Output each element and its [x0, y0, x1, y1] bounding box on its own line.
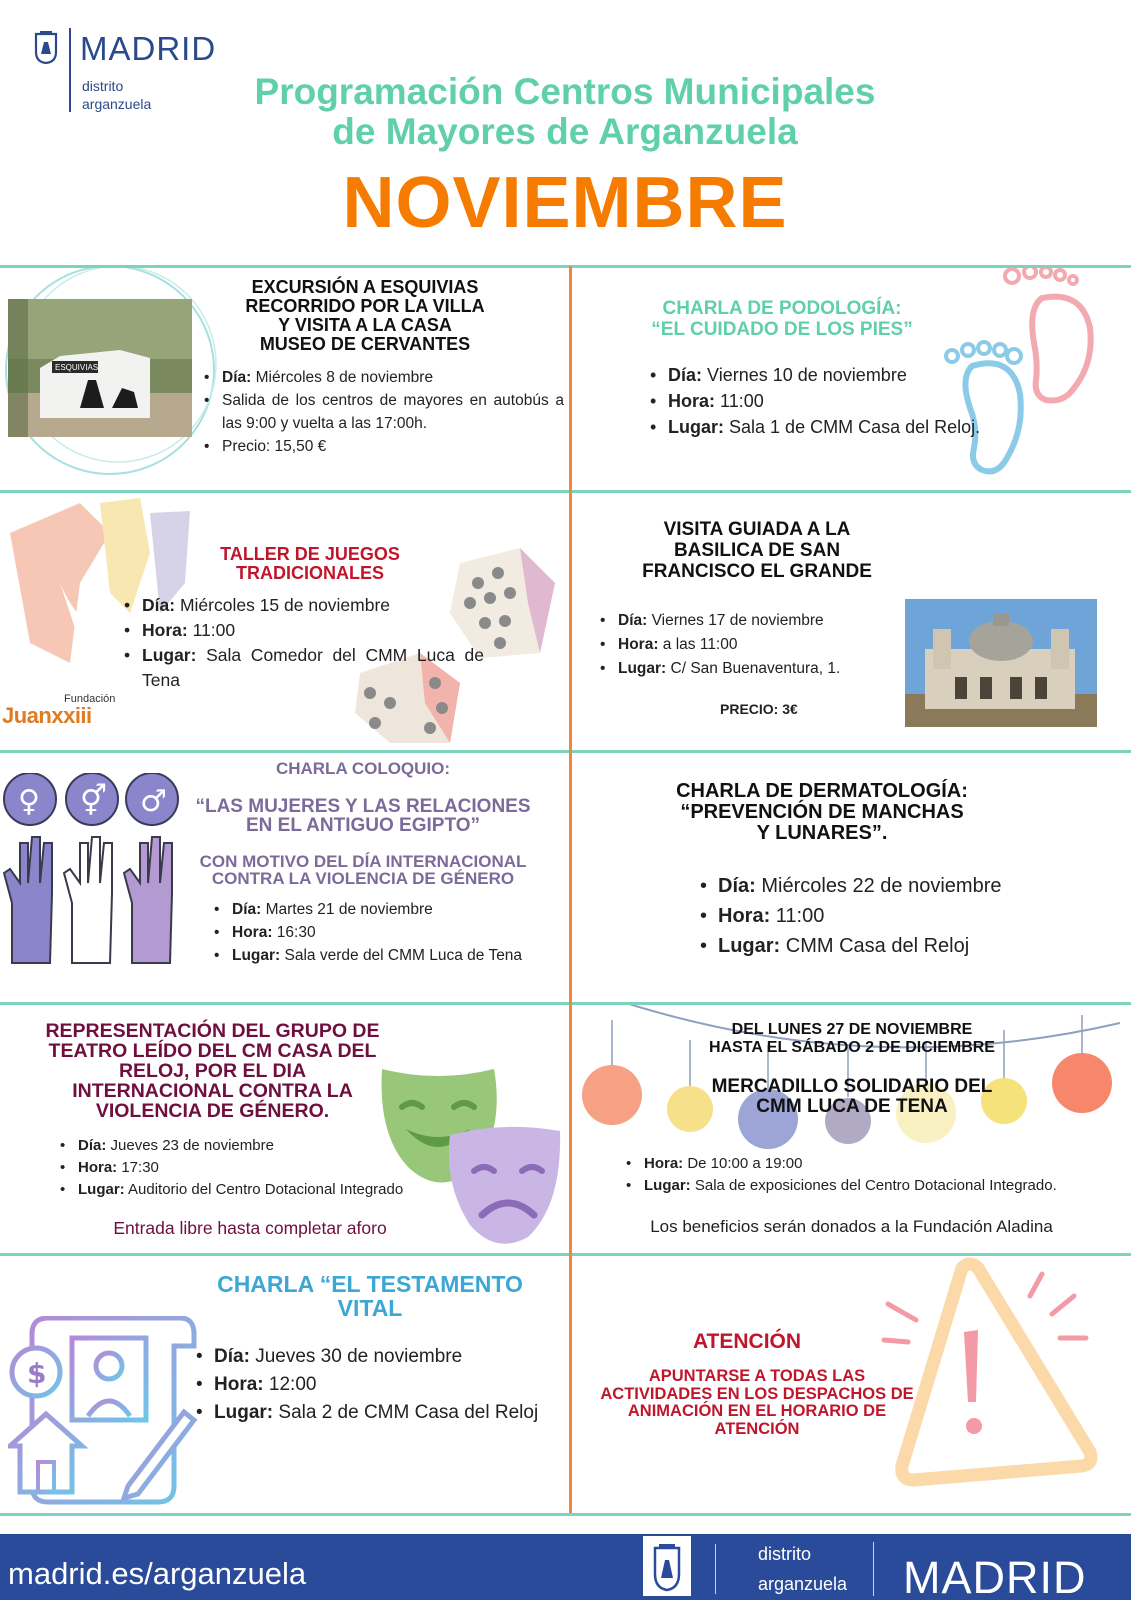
egipto-motivo	[180, 853, 546, 887]
intersex-icon: ⚥	[80, 784, 108, 819]
esquivias-title	[200, 278, 530, 354]
event-teatro	[0, 1005, 569, 1253]
event-mercadillo	[572, 1005, 1131, 1253]
juegos-details	[124, 593, 484, 693]
logo-district-line2: arganzuela	[82, 96, 152, 112]
egipto-details	[214, 898, 564, 967]
dermatologia-hora: • Hora: 11:00	[700, 901, 1100, 931]
madrid-shield-icon	[643, 1536, 691, 1596]
esquivias-title-line: Y VISITA A LA CASA	[278, 315, 452, 335]
logo-city: MADRID	[80, 30, 217, 67]
footer-district-line2: arganzuela	[758, 1574, 848, 1594]
basilica-photo	[905, 599, 1097, 727]
footer-url-link[interactable]: madrid.es/arganzuela	[8, 1556, 307, 1591]
teatro-lugar: • Lugar: Auditorio del Centro Dotacional Integrado	[60, 1179, 480, 1201]
basilica-title-line: VISITA GUIADA A LA	[663, 519, 851, 540]
podologia-hora: • Hora: 11:00	[650, 388, 1030, 414]
event-dermatologia	[572, 753, 1131, 1002]
event-testamento	[0, 1256, 569, 1513]
esquivias-photo	[0, 268, 230, 490]
podologia-title	[612, 298, 952, 340]
atencion-title: ATENCIÓN	[692, 1330, 802, 1353]
egipto-lugar: • Lugar: Sala verde del CMM Luca de Tena	[214, 944, 564, 967]
teatro-details	[60, 1135, 480, 1201]
juegos-title-line2: TRADICIONALES	[236, 563, 384, 583]
teatro-title-line: VIOLENCIA DE GÉNERO.	[95, 1100, 330, 1122]
esquivias-title-line: MUSEO DE CERVANTES	[259, 334, 471, 354]
teatro-title-line: INTERNACIONAL CONTRA LA	[72, 1080, 353, 1102]
month-heading: NOVIEMBRE	[342, 163, 788, 243]
footer-logo-box	[643, 1536, 691, 1596]
testament-document-icon	[8, 1316, 198, 1506]
basilica-details	[600, 609, 900, 681]
juegos-lugar: • Lugar: Sala Comedor del CMM Luca de Tena	[124, 643, 484, 693]
madrid-shield-icon	[34, 30, 58, 64]
juegos-title	[185, 545, 435, 583]
basilica-title-line: FRANCISCO EL GRANDE	[642, 561, 872, 582]
testamento-title-line1: CHARLA “EL TESTAMENTO	[217, 1271, 523, 1297]
esquivias-dia: • Día: Miércoles 8 de noviembre	[204, 366, 564, 389]
dermatologia-title-line: “PREVENCIÓN DE MANCHAS	[680, 801, 964, 823]
esquivias-salida: • Salida de los centros de mayores en autobús a las 9:00 y vuelta a las 17:00h.	[204, 389, 564, 435]
title-line1: Programación Centros Municipales	[254, 71, 876, 112]
egipto-title-line1: “LAS MUJERES Y LAS RELACIONES	[195, 796, 531, 817]
mercadillo-details	[626, 1153, 1126, 1197]
dollar-icon: $	[27, 1357, 47, 1390]
dermatologia-title-line: CHARLA DE DERMATOLOGÍA:	[676, 780, 968, 802]
juegos-title-line1: TALLER DE JUEGOS	[220, 544, 400, 564]
atencion-body	[572, 1368, 942, 1438]
dermatologia-dia: • Día: Miércoles 22 de noviembre	[700, 871, 1100, 901]
basilica-precio: PRECIO: 3€	[720, 701, 798, 717]
mercadillo-dates-line2: HASTA EL SÁBADO 2 DE DICIEMBRE	[709, 1039, 995, 1056]
dermatologia-details	[700, 871, 1100, 961]
gender-hands-icon	[0, 773, 185, 983]
event-esquivias	[0, 268, 569, 490]
egipto-kicker: CHARLA COLOQUIO:	[275, 759, 451, 778]
testamento-dia: • Día: Jueves 30 de noviembre	[196, 1343, 566, 1371]
mercadillo-dates	[662, 1021, 1042, 1057]
mercadillo-title-line1: MERCADILLO SOLIDARIO DEL	[711, 1076, 993, 1097]
event-basilica	[572, 493, 1131, 750]
page-title	[200, 72, 930, 152]
dermatologia-title-line: Y LUNARES”.	[756, 822, 888, 844]
teatro-note: Entrada libre hasta completar aforo	[113, 1218, 387, 1238]
egipto-dia: • Día: Martes 21 de noviembre	[214, 898, 564, 921]
fundacion-juanxxiii-logo: Fundación Juanxxiii	[2, 693, 116, 728]
atencion-body-line: ANIMACIÓN EN EL HORARIO DE	[627, 1402, 887, 1420]
esquivias-details	[204, 366, 564, 458]
title-line2: de Mayores de Arganzuela	[332, 111, 798, 152]
basilica-title	[612, 519, 902, 582]
mercadillo-note: Los beneficios serán donados a la Fundación Aladina	[650, 1217, 1053, 1236]
teatro-dia: • Día: Jueves 23 de noviembre	[60, 1135, 480, 1157]
dermatologia-title	[632, 781, 1012, 844]
testamento-lugar: • Lugar: Sala 2 de CMM Casa del Reloj	[196, 1399, 566, 1427]
egipto-motivo-line2: CONTRA LA VIOLENCIA DE GÉNERO	[211, 869, 515, 888]
basilica-hora: • Hora: a las 11:00	[600, 633, 900, 657]
basilica-lugar: • Lugar: C/ San Buenaventura, 1.	[600, 657, 900, 681]
testamento-title-line2: VITAL	[337, 1295, 403, 1321]
mercadillo-hora: • Hora: De 10:00 a 19:00	[626, 1153, 1126, 1175]
testamento-details	[196, 1343, 566, 1427]
testamento-hora: • Hora: 12:00	[196, 1371, 566, 1399]
logo-district-line1: distrito	[82, 78, 124, 94]
juegos-dia: • Día: Miércoles 15 de noviembre	[124, 593, 484, 618]
event-egipto	[0, 753, 569, 1002]
dermatologia-lugar: • Lugar: CMM Casa del Reloj	[700, 931, 1100, 961]
testamento-title	[190, 1272, 550, 1320]
footer-divider	[715, 1544, 716, 1594]
basilica-dia: • Día: Viernes 17 de noviembre	[600, 609, 900, 633]
juegos-hora: • Hora: 11:00	[124, 618, 484, 643]
male-icon: ♂	[140, 784, 167, 819]
teatro-title-line: REPRESENTACIÓN DEL GRUPO DE	[45, 1020, 380, 1042]
podologia-details	[650, 362, 1030, 440]
podologia-title-line1: CHARLA DE PODOLOGÍA:	[662, 298, 902, 319]
event-atencion	[572, 1256, 1131, 1513]
basilica-title-line: BASILICA DE SAN	[673, 540, 841, 561]
logo-divider	[69, 28, 71, 112]
esquivias-precio: • Precio: 15,50 €	[204, 435, 564, 458]
footer-city: MADRID	[903, 1552, 1087, 1600]
mercadillo-title-line2: CMM LUCA DE TENA	[756, 1096, 948, 1117]
podologia-title-line2: “EL CUIDADO DE LOS PIES”	[651, 319, 913, 340]
mercadillo-dates-line1: DEL LUNES 27 DE NOVIEMBRE	[731, 1021, 973, 1038]
egipto-title	[180, 797, 546, 835]
footer-divider	[873, 1542, 874, 1596]
atencion-body-line: APUNTARSE A TODAS LAS	[648, 1367, 866, 1385]
podologia-lugar: • Lugar: Sala 1 de CMM Casa del Reloj.	[650, 414, 1030, 440]
egipto-title-line2: EN EL ANTIGUO EGIPTO”	[245, 815, 480, 836]
footer-district-line1: distrito	[758, 1544, 812, 1564]
esquivias-title-line: EXCURSIÓN A ESQUIVIAS	[251, 277, 479, 297]
esquivias-title-line: RECORRIDO POR LA VILLA	[245, 296, 485, 316]
esquivias-sign-text: ESQUIVIAS	[55, 363, 99, 372]
teatro-title-line: RELOJ, POR EL DIA	[118, 1060, 307, 1082]
teatro-title-line: TEATRO LEÍDO DEL CM CASA DEL	[48, 1040, 377, 1062]
egipto-motivo-line1: CON MOTIVO DEL DÍA INTERNACIONAL	[199, 852, 527, 871]
atencion-body-line: ATENCIÓN	[714, 1419, 800, 1438]
event-podologia	[572, 268, 1131, 490]
egipto-hora: • Hora: 16:30	[214, 921, 564, 944]
atencion-body-line: ACTIVIDADES EN LOS DESPACHOS DE	[600, 1384, 914, 1403]
teatro-hora: • Hora: 17:30	[60, 1157, 480, 1179]
teatro-title	[20, 1021, 405, 1121]
event-juegos	[0, 493, 569, 750]
female-icon: ♀	[18, 784, 40, 819]
mercadillo-title	[662, 1077, 1042, 1117]
podologia-dia: • Día: Viernes 10 de noviembre	[650, 362, 1030, 388]
mercadillo-lugar: • Lugar: Sala de exposiciones del Centro Dotacional Integrado.	[626, 1175, 1126, 1197]
footer	[0, 1534, 1131, 1600]
grid-divider	[0, 1513, 1131, 1516]
